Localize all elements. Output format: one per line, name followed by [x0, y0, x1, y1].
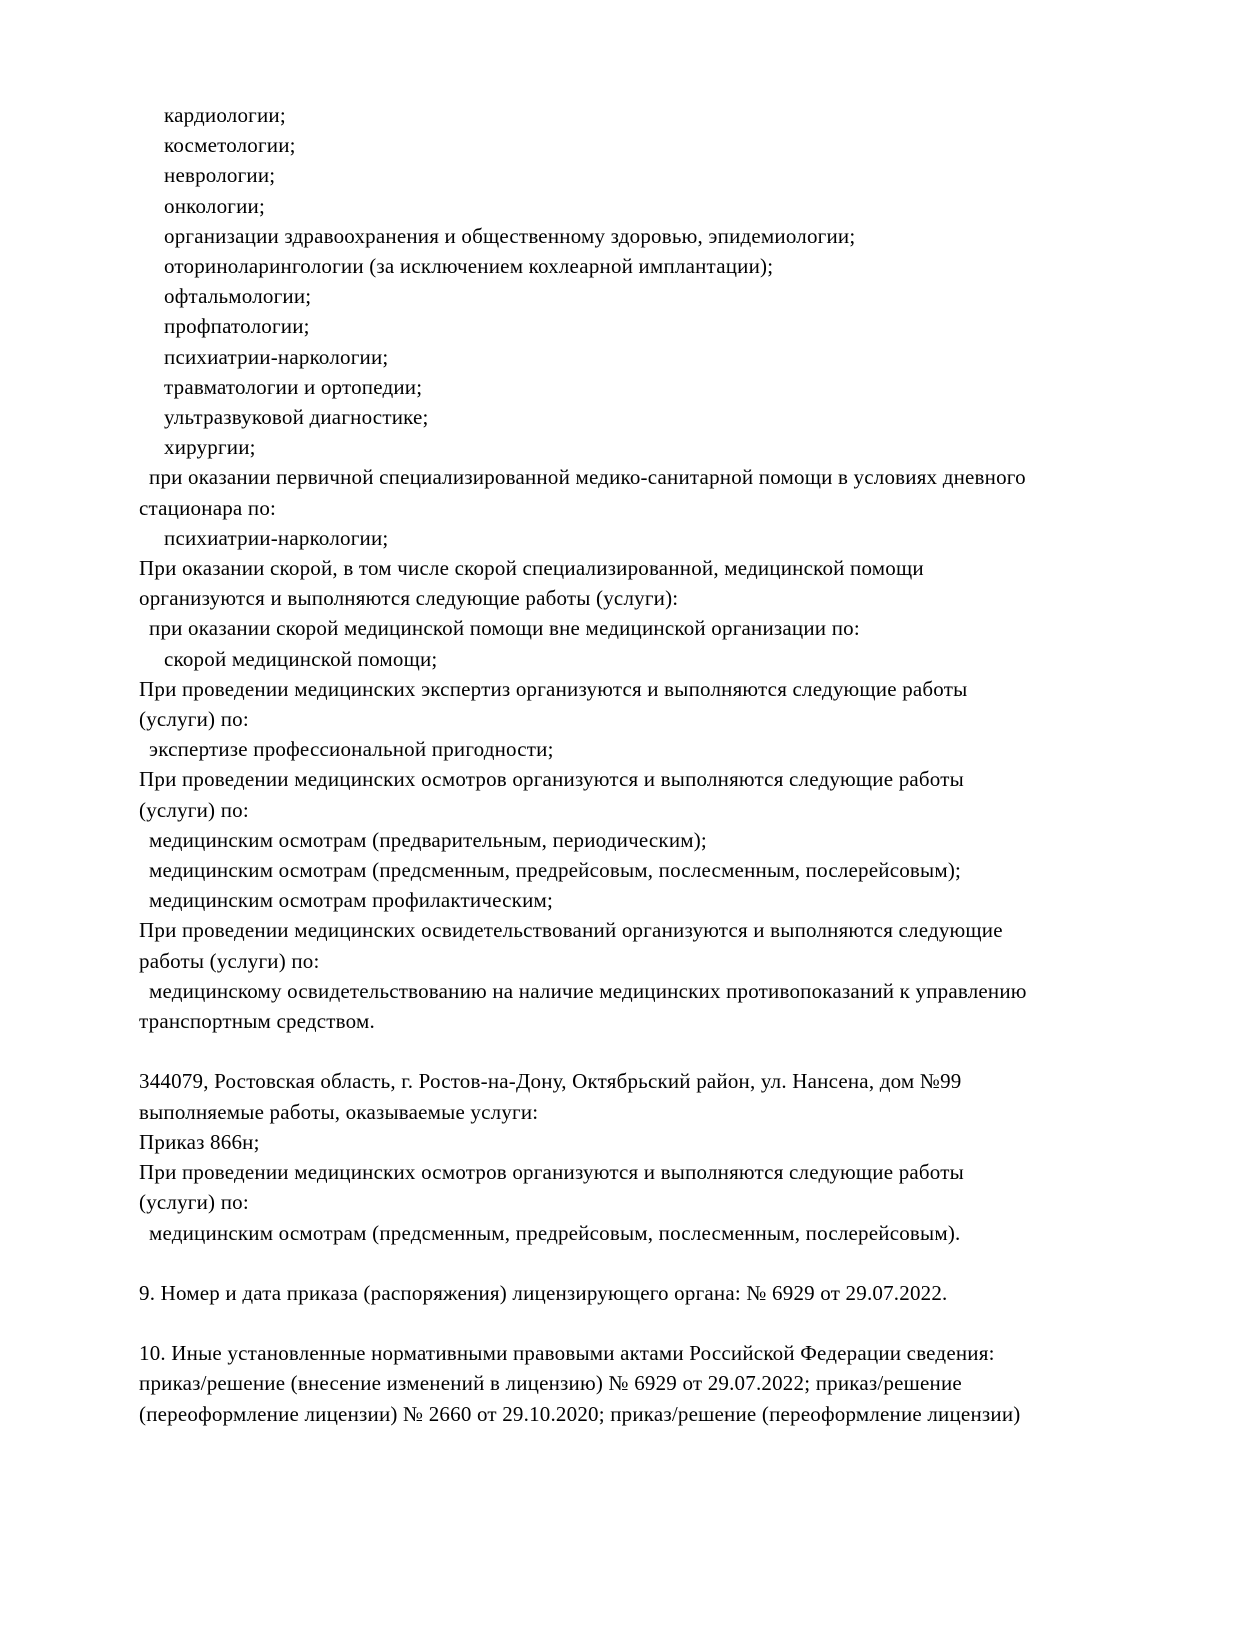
- text-line: травматологии и ортопедии;: [164, 374, 423, 399]
- text-line: организуются и выполняются следующие работы (услуги):: [139, 586, 679, 611]
- text-line: При проведении медицинских освидетельствований организуются и выполняются следующие: [139, 918, 1003, 943]
- text-line: онкологии;: [164, 193, 266, 218]
- text-line: работы (услуги) по:: [139, 948, 320, 973]
- text-line: кардиологии;: [164, 103, 286, 127]
- text-line: психиатрии-наркологии;: [164, 525, 389, 550]
- text-line: (услуги) по:: [139, 707, 249, 732]
- text-line: Приказ 866н;: [139, 1129, 260, 1154]
- text-line: оториноларингологии (за исключением кохлеарной имплантации);: [164, 254, 774, 279]
- text-line: неврологии;: [164, 163, 276, 188]
- text-line: медицинским осмотрам профилактическим;: [149, 888, 554, 913]
- text-line: 9. Номер и дата приказа (распоряжения) лицензирующего органа: № 6929 от 29.07.2022.: [139, 1280, 948, 1305]
- text-line: (переоформление лицензии) № 2660 от 29.10.2020; приказ/решение (переоформление лицензии): [139, 1401, 1021, 1426]
- blank-line: [139, 1308, 1139, 1338]
- text-line: хирургии;: [164, 435, 256, 460]
- text-line: (услуги) по:: [139, 1190, 249, 1215]
- text-line: При проведении медицинских осмотров организуются и выполняются следующие работы: [139, 1160, 964, 1185]
- text-line: транспортным средством.: [139, 1009, 375, 1034]
- blank-line: [139, 1036, 1139, 1066]
- text-line: При проведении медицинских экспертиз организуются и выполняются следующие работы: [139, 676, 968, 701]
- text-line: стационара по:: [139, 495, 277, 520]
- text-line: медицинскому освидетельствованию на наличие медицинских противопоказаний к управлению: [149, 978, 1027, 1003]
- text-line: офтальмологии;: [164, 284, 312, 309]
- text-line: медицинским осмотрам (предсменным, предрейсовым, послесменным, послерейсовым);: [149, 858, 962, 883]
- blank-line: [139, 1248, 1139, 1278]
- text-line: профпатологии;: [164, 314, 310, 339]
- text-line: скорой медицинской помощи;: [164, 646, 438, 671]
- text-line: медицинским осмотрам (предсменным, предрейсовым, послесменным, послерейсовым).: [149, 1220, 961, 1245]
- text-line: 10. Иные установленные нормативными правовыми актами Российской Федерации сведения:: [139, 1341, 995, 1366]
- text-line: (услуги) по:: [139, 797, 249, 822]
- text-line: 344079, Ростовская область, г. Ростов-на-Дону, Октябрьский район, ул. Нансена, дом №99: [139, 1069, 962, 1094]
- text-line: ультразвуковой диагностике;: [164, 405, 429, 430]
- text-line: экспертизе профессиональной пригодности;: [149, 737, 554, 762]
- text-line: При оказании скорой, в том числе скорой специализированной, медицинской помощи: [139, 556, 924, 581]
- text-line: приказ/решение (внесение изменений в лицензию) № 6929 от 29.07.2022; приказ/решение: [139, 1371, 962, 1396]
- text-line: при оказании первичной специализированной медико-санитарной помощи в условиях дневного: [149, 465, 1026, 490]
- text-line: организации здравоохранения и общественному здоровью, эпидемиологии;: [164, 223, 856, 248]
- document-text-block: [139, 100, 1139, 1429]
- text-line: психиатрии-наркологии;: [164, 344, 389, 369]
- text-line: косметологии;: [164, 133, 296, 158]
- text-line: медицинским осмотрам (предварительным, периодическим);: [149, 827, 707, 852]
- text-line: при оказании скорой медицинской помощи вне медицинской организации по:: [149, 616, 860, 641]
- text-line: выполняемые работы, оказываемые услуги:: [139, 1099, 539, 1124]
- text-line: При проведении медицинских осмотров организуются и выполняются следующие работы: [139, 767, 964, 792]
